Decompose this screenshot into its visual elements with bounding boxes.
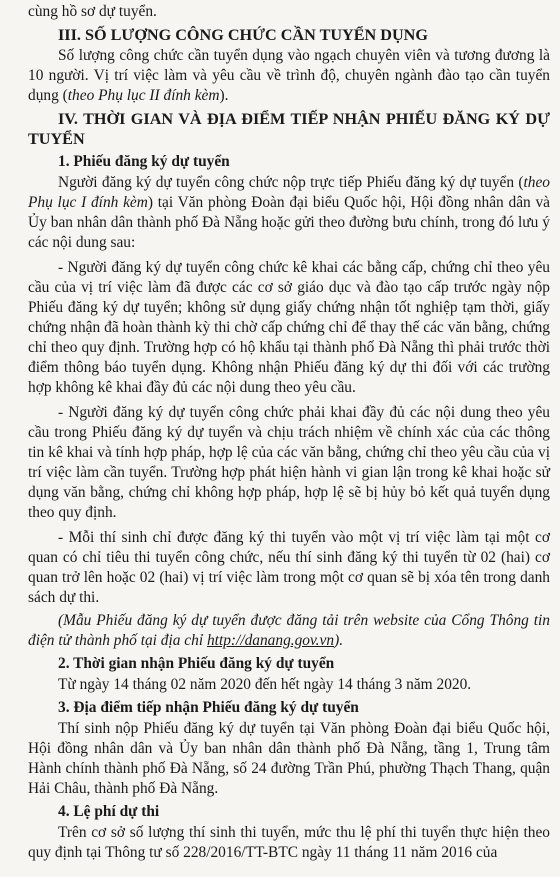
appendix-i-reference: theo Phụ lục I đính kèm: [28, 174, 550, 211]
subsection-1-heading: 1. Phiếu đăng ký dự tuyển: [58, 153, 230, 170]
subsection-4-text: Trên cơ sở số lượng thí sinh thi tuyển, mức thu lệ phí thi tuyển thực hiện theo quy định tại Thông tư số 228/2016/TT-BTC ngày 11 tháng 11 năm 2016 của: [28, 824, 550, 861]
subsection-1-intro: Người đăng ký dự tuyển công chức nộp trực tiếp Phiếu đăng ký dự tuyển (theo Phụ lục I đính kèm) tại Văn phòng Đoàn đại biểu Quốc hội, Hội đồng nhân dân và Ủy ban nhân dân thành phố Đà Nẵng hoặc gửi theo đường bưu chính, trong đó lưu ý các nội dung sau:: [28, 174, 551, 251]
portal-link[interactable]: http://danang.gov.vn: [206, 632, 335, 649]
form-download-note: (Mẫu Phiếu đăng ký dự tuyển được đăng tải trên website của Cổng Thông tin điện tử thành phố tại địa chỉ http://danang.gov.vn).: [28, 612, 550, 649]
section-3-paragraph: Số lượng công chức cần tuyển dụng vào ngạch chuyên viên và tương đương là 10 người. Vị trí việc làm và yêu cầu về trình độ, chuyên ngành đào tạo cần tuyển dụng (theo Phụ lục II đính kèm).: [28, 47, 550, 104]
subsection-2-text: Từ ngày 14 tháng 02 năm 2020 đến hết ngày 14 tháng 3 năm 2020.: [58, 676, 472, 693]
bullet-responsibility: - Người đăng ký dự tuyển công chức phải khai đầy đủ các nội dung theo yêu cầu trong Phiếu đăng ký dự tuyển và chịu trách nhiệm về chính xác của các thông tin kê khai và tính hợp pháp, hợp lệ của các văn bằng, chứng chỉ theo yêu cầu của vị trí việc làm cần tuyển. Trường hợp phát hiện hành vi gian lận trong kê khai hoặc sử dụng văn bằng, chứng chỉ không hợp pháp, hợp lệ sẽ bị hủy bỏ kết quả tuyển dụng theo quy định.: [28, 404, 550, 521]
subsection-2-heading: 2. Thời gian nhận Phiếu đăng ký dự tuyển: [58, 655, 335, 672]
continuation-line: cùng hồ sơ dự tuyển.: [28, 3, 157, 20]
section-3-heading: III. SỐ LƯỢNG CÔNG CHỨC CẦN TUYỂN DỤNG: [58, 26, 428, 44]
section-4-heading: IV. THỜI GIAN VÀ ĐỊA ĐIỂM TIẾP NHẬN PHIẾU ĐĂNG KÝ DỰ TUYỂN: [28, 110, 550, 148]
subsection-3-heading: 3. Địa điểm tiếp nhận Phiếu đăng ký dự tuyển: [58, 699, 359, 716]
bullet-qualifications: - Người đăng ký dự tuyển công chức kê khai các bằng cấp, chứng chỉ theo yêu cầu của vị trí việc làm đã được các cơ sở giáo dục và đào tạo cấp trước ngày nộp Phiếu đăng ký dự tuyển; không sử dụng giấy chứng nhận tốt nghiệp tạm thời, giấy chứng nhận đã hoàn thành kỳ thi chờ cấp chứng chỉ để thay thế các văn bằng, chứng chỉ theo quy định. Trường hợp có hộ khẩu tại thành phố Đà Nẵng thì phải trước thời điểm thông báo tuyển dụng. Không nhận Phiếu đăng ký dự thi đối với các trường hợp không kê khai đầy đủ các nội dung theo yêu cầu.: [28, 259, 550, 396]
subsection-3-text: Thí sinh nộp Phiếu đăng ký dự tuyển tại Văn phòng Đoàn đại biểu Quốc hội, Hội đồng nhân dân và Ủy ban nhân dân thành phố Đà Nẵng, tầng 1, Trung tâm Hành chính thành phố Đà Nẵng, số 24 đường Trần Phú, phường Thạch Thang, quận Hải Châu, thành phố Đà Nẵng.: [28, 720, 550, 797]
bullet-single-registration: - Mỗi thí sinh chỉ được đăng ký thi tuyển vào một vị trí việc làm tại một cơ quan có chỉ tiêu thi tuyển công chức, nếu thí sinh đăng ký thi tuyển từ 02 (hai) cơ quan trở lên hoặc 02 (hai) vị trí việc làm trong một cơ quan sẽ bị xóa tên trong danh sách dự thi.: [28, 529, 550, 606]
appendix-ii-reference: theo Phụ lục II đính kèm: [67, 87, 220, 104]
subsection-4-heading: 4. Lệ phí dự thi: [58, 803, 160, 820]
